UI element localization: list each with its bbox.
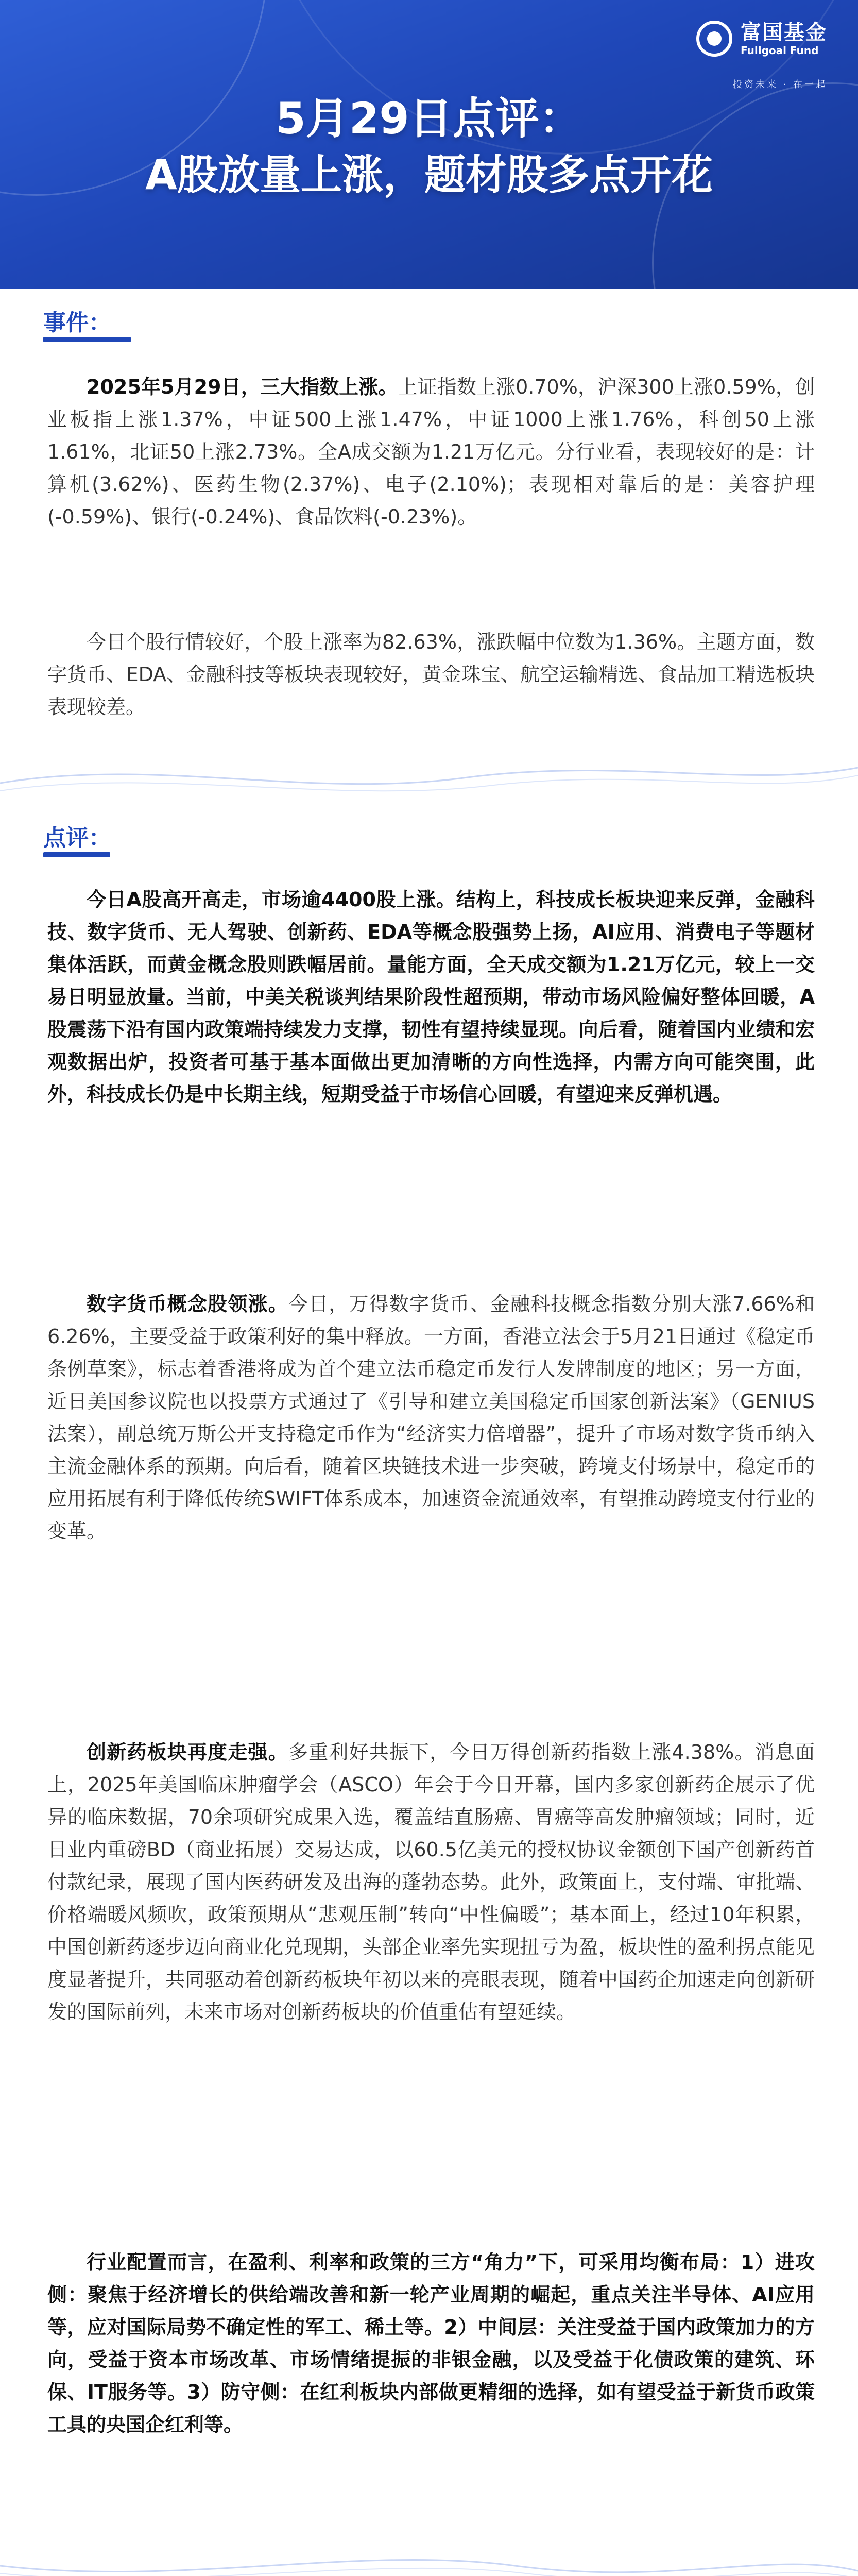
review-paragraph-4: 行业配置而言，在盈利、利率和政策的三方“角力”下，可采用均衡布局：1）进攻侧：聚焦于经济增长的供给端改善和新一轮产业周期的崛起，重点关注半导体、AI应用等，应对国际局势不确定性的军工、稀土等。2）中间层：关注受益于国内政策加力的方向，受益于资本市场改革、市场情绪提振的非银金融，以及受益于化债政策的建筑、环保、IT服务等。3）防守侧：在红利板块内部做更精细的选择，如有望受益于新货币政策工具的央国企红利等。 xyxy=(47,2251,815,2436)
review-p3-lead: 创新药板块再度走强。 xyxy=(87,1741,288,1764)
brand-name-en: Fullgoal Fund xyxy=(741,44,819,57)
header-banner xyxy=(0,0,858,289)
fullgoal-logo-icon xyxy=(696,21,732,57)
event-paragraph-1 xyxy=(47,371,815,533)
review-section-label: 点评： xyxy=(43,825,111,851)
review-section-underline xyxy=(43,852,110,857)
event-lead: 2025年5月29日，三大指数上涨。 xyxy=(87,376,398,398)
event-section-underline xyxy=(43,337,131,342)
page-title-line2: A股放量上涨，题材股多点开花 xyxy=(145,151,713,199)
review-p2-lead: 数字货币概念股领涨。 xyxy=(87,1293,288,1315)
brand-logo xyxy=(696,21,827,57)
section-divider-wave xyxy=(0,2535,858,2576)
review-p2-body: 今日，万得数字货币、金融科技概念指数分别大涨7.66%和6.26%，主要受益于政策利好的集中释放。一方面，香港立法会于5月21日通过《稳定币条例草案》，标志着香港将成为首个建立法币稳定币发行人发牌制度的地区；另一方面，近日美国参议院也以投票方式通过了《引导和建立美国稳定币国家创新法案》（GENIUS法案），副总统万斯公开支持稳定币作为“经济实力倍增器”，提升了市场对数字货币纳入主流金融体系的预期。向后看，随着区块链技术进一步突破，跨境支付场景中，稳定币的应用拓展有利于降低传统SWIFT体系成本，加速资金流通效率，有望推动跨境支付行业的变革。 xyxy=(47,1293,815,1543)
brand-slogan: 投资未来 · 在一起 xyxy=(732,79,827,90)
section-divider-wave xyxy=(0,747,858,804)
review-paragraph-1: 今日A股高开高走，市场逾4400股上涨。结构上，科技成长板块迎来反弹，金融科技、数字货币、无人驾驶、创新药、EDA等概念股强势上扬，AI应用、消费电子等题材集体活跃，而黄金概念股则跌幅居前。量能方面，全天成交额为1.21万亿元，较上一交易日明显放量。当前，中美关税谈判结果阶段性超预期，带动市场风险偏好整体回暖，A股震荡下沿有国内政策端持续发力支撑，韧性有望持续显现。向后看，随着国内业绩和宏观数据出炉，投资者可基于基本面做出更加清晰的方向性选择，内需方向可能突围，此外，科技成长仍是中长期主线，短期受益于市场信心回暖，有望迎来反弹机遇。 xyxy=(47,888,815,1106)
brand-name-cn: 富国基金 xyxy=(741,21,827,44)
event-paragraph-2: 今日个股行情较好，个股上涨率为82.63%，涨跌幅中位数为1.36%。主题方面，数字货币、EDA、金融科技等板块表现较好，黄金珠宝、航空运输精选、食品加工精选板块表现较差。 xyxy=(47,631,815,718)
review-paragraph-3 xyxy=(47,1736,815,2028)
review-paragraph-2 xyxy=(47,1288,815,1548)
event-body: 上证指数上涨0.70%，沪深300上涨0.59%，创业板指上涨1.37%，中证500上涨1.47%，中证1000上涨1.76%，科创50上涨1.61%，北证50上涨2.73%。全A成交额为1.21万亿元。分行业看，表现较好的是：计算机(3.62%)、医药生物(2.37%)、电子(2.10%)；表现相对靠后的是：美容护理(-0.59%)、银行(-0.24%)、食品饮料(-0.23%)。 xyxy=(47,376,815,528)
page-title-line1: 5月29日点评： xyxy=(276,93,582,144)
event-section-label: 事件： xyxy=(43,310,111,336)
review-p3-body: 多重利好共振下，今日万得创新药指数上涨4.38%。消息面上，2025年美国临床肿瘤学会（ASCO）年会于今日开幕，国内多家创新药企展示了优异的临床数据，70余项研究成果入选，覆盖结直肠癌、胃癌等高发肿瘤领域；同时，近日业内重磅BD（商业拓展）交易达成，以60.5亿美元的授权协议金额创下国产创新药首付款纪录，展现了国内医药研发及出海的蓬勃态势。此外，政策面上，支付端、审批端、价格端暖风频吹，政策预期从“悲观压制”转向“中性偏暖”；基本面上，经过10年积累，中国创新药逐步迈向商业化兑现期，头部企业率先实现扭亏为盈，板块性的盈利拐点能见度显著提升，共同驱动着创新药板块年初以来的亮眼表现，随着中国药企加速走向创新研发的国际前列，未来市场对创新药板块的价值重估有望延续。 xyxy=(47,1741,815,2023)
